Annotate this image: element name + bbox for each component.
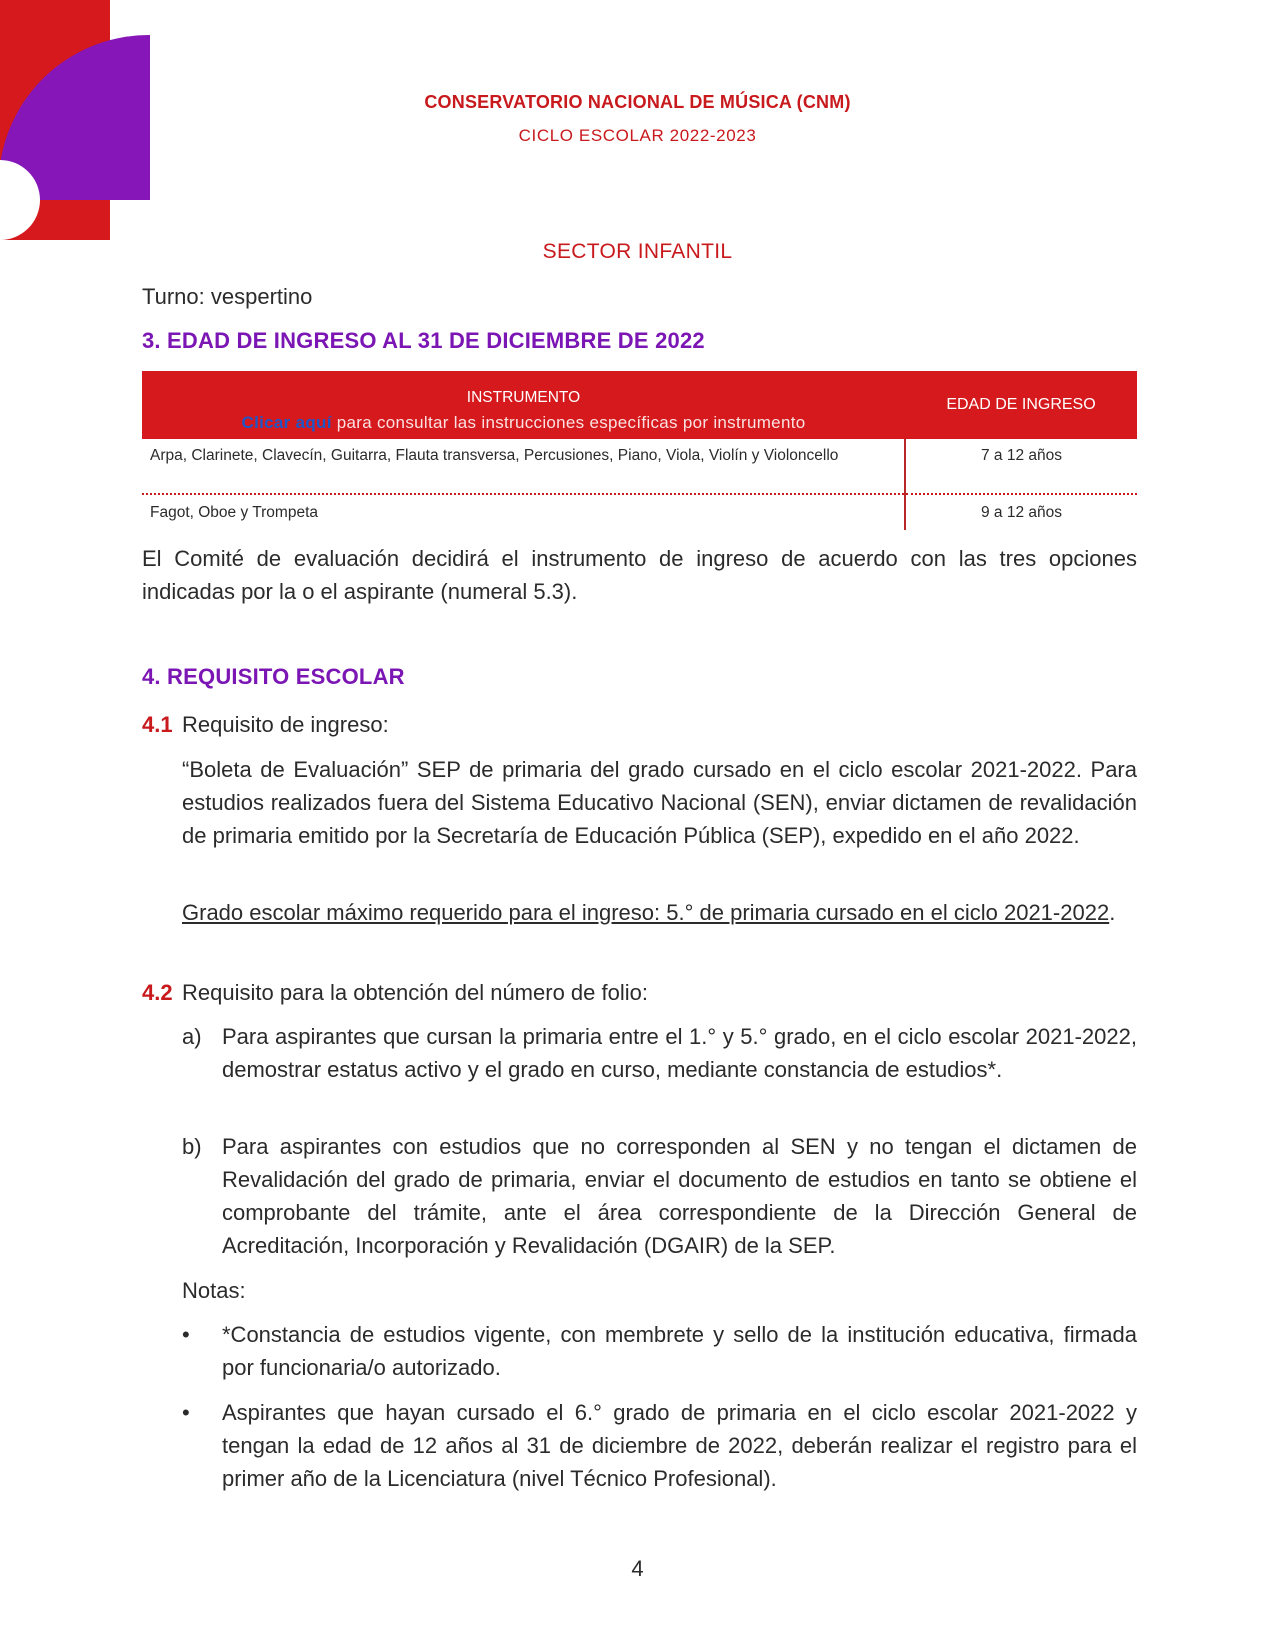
list-item-text: Para aspirantes que cursan la primaria entre el 1.° y 5.° grado, en el ciclo escolar 2021-2022, demostrar estatus activo y el grado en curso, mediante constancia de estudios*.	[222, 1024, 1137, 1082]
sector-title: SECTOR INFANTIL	[542, 240, 733, 263]
note-text: *Constancia de estudios vigente, con membrete y sello de la institución educativa, firmada por funcionaria/o autorizado.	[222, 1322, 1137, 1380]
requirement-label: Requisito para la obtención del número de folio:	[182, 980, 648, 1005]
table-row	[142, 494, 1137, 530]
age-cell: 7 a 12 años	[905, 439, 1137, 494]
note-item	[182, 1396, 1137, 1495]
instructions-link[interactable]: Clicar aquí	[241, 413, 332, 432]
boleta-paragraph: “Boleta de Evaluación” SEP de primaria del grado cursado en el ciclo escolar 2021-2022. Para estudios realizados fuera del Sistema Educativo Nacional (SEN), enviar dictamen de revalidación de primaria emitido por la Secretaría de Educación Pública (SEP), expedido en el año 2022.	[182, 757, 1137, 848]
corner-decoration	[0, 0, 160, 240]
school-cycle: CICLO ESCOLAR 2022-2023	[518, 126, 757, 145]
instructions-suffix: para consultar las instrucciones específicas por instrumento	[331, 413, 806, 432]
requirement-number: 4.2	[142, 980, 173, 1005]
instructions-line	[142, 413, 905, 433]
instruments-cell: Fagot, Oboe y Trompeta	[150, 504, 319, 521]
note-item	[182, 1318, 1137, 1384]
max-grade-period: .	[1109, 900, 1116, 925]
list-item	[182, 1130, 1137, 1262]
age-table	[142, 371, 1137, 530]
section-4-heading: 4. REQUISITO ESCOLAR	[142, 664, 405, 689]
turno-line: Turno: vespertino	[142, 284, 313, 309]
committee-note: El Comité de evaluación decidirá el instrumento de ingreso de acuerdo con las tres opciones indicadas por la o el aspirante (numeral 5.3).	[142, 546, 1137, 604]
notes-label: Notas:	[182, 1278, 246, 1303]
list-marker: a)	[182, 1024, 202, 1049]
institution-title: CONSERVATORIO NACIONAL DE MÚSICA (CNM)	[424, 92, 851, 112]
list-marker: b)	[182, 1134, 202, 1159]
bullet-icon: •	[182, 1322, 190, 1347]
max-grade-text: Grado escolar máximo requerido para el ingreso: 5.° de primaria cursado en el ciclo 2021-2022	[182, 900, 1110, 925]
note-text: Aspirantes que hayan cursado el 6.° grado de primaria en el ciclo escolar 2021-2022 y tengan la edad de 12 años al 31 de diciembre de 2022, deberán realizar el registro para el primer año de la Licenciatura (nivel Técnico Profesional).	[222, 1400, 1137, 1491]
requirement-label: Requisito de ingreso:	[182, 712, 389, 737]
instrument-header-label: INSTRUMENTO	[466, 389, 581, 406]
requirement-4-1	[142, 708, 1137, 741]
section-3-heading: 3. EDAD DE INGRESO AL 31 DE DICIEMBRE DE 2022	[142, 328, 705, 353]
list-item-text: Para aspirantes con estudios que no corresponden al SEN y no tengan el dictamen de Revalidación del grado de primaria, enviar el documento de estudios en tanto se obtiene el comprobante del trámite, ante el área correspondiente de la Dirección General de Acreditación, Incorporación y Revalidación (DGAIR) de la SEP.	[222, 1134, 1137, 1258]
instrument-column-header	[142, 371, 905, 439]
age-cell: 9 a 12 años	[905, 494, 1137, 530]
max-grade-paragraph	[182, 896, 1137, 929]
page-number: 4	[631, 1556, 644, 1581]
requirement-4-2	[142, 976, 1137, 1009]
list-item	[182, 1020, 1137, 1086]
age-column-header: EDAD DE INGRESO	[905, 371, 1137, 439]
bullet-icon: •	[182, 1400, 190, 1425]
table-row	[142, 439, 1137, 494]
instruments-cell: Arpa, Clarinete, Clavecín, Guitarra, Flauta transversa, Percusiones, Piano, Viola, Violín y Violoncello	[142, 439, 905, 494]
requirement-number: 4.1	[142, 712, 173, 737]
